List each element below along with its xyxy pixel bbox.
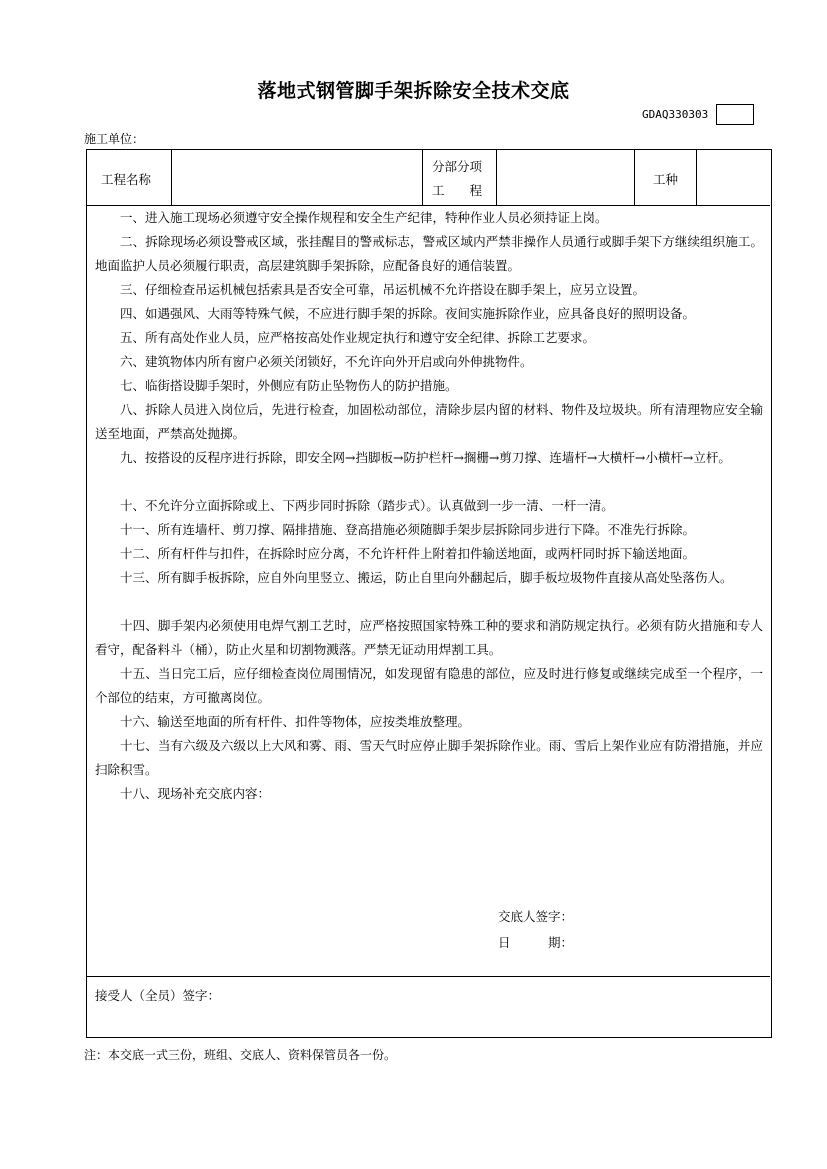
item-15: 十五、当日完工后，应仔细检查岗位周围情况，如发现留有隐患的部位，应及时进行修复或继续完成至一个程序，一个部位的结束，方可撤离岗位。 [95, 666, 763, 705]
item-2: 二、拆除现场必须设警戒区域，张挂醒目的警戒标志，警戒区域内严禁非操作人员通行或脚手架下方继续组织施工。地面监护人员必须履行职责，高层建筑脚手架拆除，应配备良好的通信装置。 [95, 234, 763, 273]
item-3: 三、仔细检查吊运机械包括索具是否安全可靠，吊运机械不允许搭设在脚手架上，应另立设置。 [120, 282, 646, 297]
item-7: 七、临街搭设脚手架时，外侧应有防止坠物伤人的防护措施。 [120, 378, 458, 393]
item-13: 十三、所有脚手板拆除，应自外向里竖立、搬运，防止自里向外翻起后，脚手板垃圾物件直接从高处坠落伤人。 [120, 570, 733, 585]
project-name-field[interactable] [172, 150, 422, 205]
construction-unit-label: 施工单位： [84, 132, 145, 146]
document-title: 落地式钢管脚手架拆除安全技术交底 [257, 80, 570, 102]
item-10: 十、不允许分立面拆除或上、下两步同时拆除（踏步式）。认真做到一步一清、一杆一清。 [120, 498, 614, 513]
item-17: 十七、当有六级及六级以上大风和雾、雨、雪天气时应停止脚手架拆除作业。雨、雪后上架作业应有防滑措施，并应扫除积雪。 [95, 738, 763, 777]
divider [87, 976, 770, 977]
project-name-label: 工程名称 [101, 172, 152, 187]
item-8: 八、拆除人员进入岗位后，先进行检查，加固松动部位，清除步层内留的材料、物件及垃圾块。所有清理物应安全输送至地面，严禁高处抛掷。 [95, 402, 763, 441]
trade-field[interactable] [697, 150, 770, 205]
receiver-signature-label: 接受人（全员）签字： [95, 988, 221, 1003]
item-4: 四、如遇强风、大雨等特殊气候，不应进行脚手架的拆除。夜间实施拆除作业，应具备良好的照明设备。 [120, 306, 696, 321]
subproject-label-line1: 分部分项 [432, 159, 483, 174]
supplement-area[interactable] [95, 808, 763, 898]
item-5: 五、所有高处作业人员，应严格按高处作业规定执行和遵守安全纪律、拆除工艺要求。 [120, 330, 596, 345]
trade-label: 工种 [653, 172, 679, 187]
divider [634, 150, 635, 205]
subproject-field[interactable] [497, 150, 634, 205]
item-14: 十四、脚手架内必须使用电焊气割工艺时，应严格按照国家特殊工种的要求和消防规定执行。必须有防火措施和专人看守，配备料斗（桶），防止火星和切割物溅落。严禁无证动用焊割工具。 [95, 618, 763, 657]
receiver-signature-field[interactable] [87, 978, 770, 1036]
item-1: 一、进入施工现场必须遵守安全操作规程和安全生产纪律，特种作业人员必须持证上岗。 [120, 210, 608, 225]
divider [422, 150, 423, 205]
document-code: GDAQ330303 [642, 108, 709, 121]
item-11: 十一、所有连墙杆、剪刀撑、隔排措施、登高措施必须随脚手架步层拆除同步进行下降。不准先行拆除。 [120, 522, 696, 537]
item-12: 十二、所有杆件与扣件，在拆除时应分离，不允许杆件上附着扣件输送地面，或两杆同时拆下输送地面。 [120, 546, 696, 561]
discloser-signature-label: 交底人签字： [498, 909, 574, 924]
date-label: 日 期： [498, 935, 574, 950]
header-row [87, 150, 770, 206]
code-suffix-box[interactable] [716, 104, 754, 125]
item-9: 九、按搭设的反程序进行拆除，即安全网→挡脚板→防护栏杆→搁栅→剪刀撑、连墙杆→大横杆→小横杆→立杆。 [120, 450, 731, 465]
footnote: 注：本交底一式三份，班组、交底人、资料保管员各一份。 [84, 1048, 397, 1062]
disclosure-form [86, 149, 772, 1038]
item-6: 六、建筑物体内所有窗户必须关闭锁好，不允许向外开启或向外伸挑物件。 [120, 354, 533, 369]
item-18: 十八、现场补充交底内容： [120, 786, 271, 801]
item-16: 十六、输送至地面的所有杆件、扣件等物体，应按类堆放整理。 [120, 714, 471, 729]
subproject-label-line2: 工 程 [432, 183, 483, 198]
